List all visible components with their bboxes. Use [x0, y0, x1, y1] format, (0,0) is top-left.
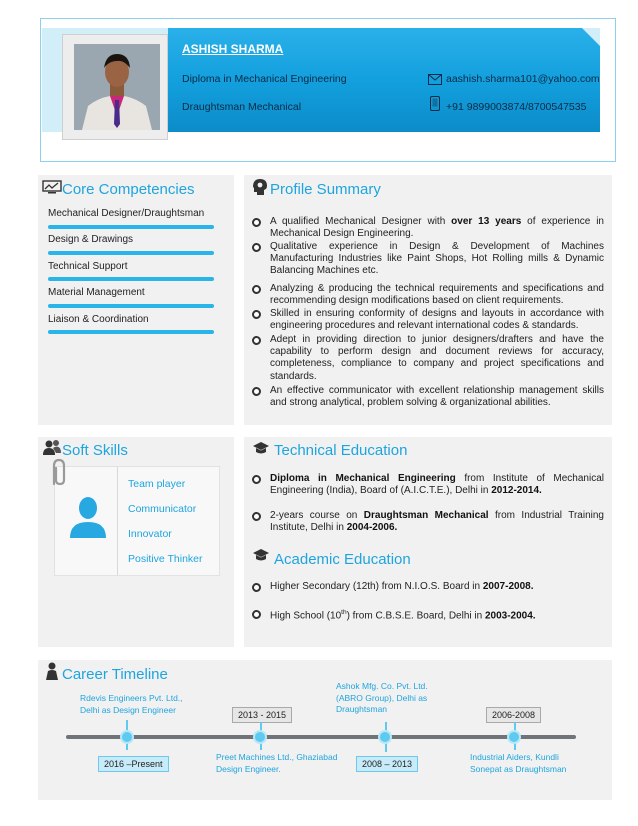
competency-item: Liaison & Coordination [48, 314, 149, 325]
bullet-icon [252, 475, 261, 484]
competency-item: Design & Drawings [48, 234, 134, 245]
bullet-icon [252, 218, 261, 227]
timeline-company: Rdevis Engineers Pvt. Ltd., Delhi as Design Engineer [80, 693, 183, 715]
soft-skills-title: Soft Skills [62, 442, 128, 459]
soft-skill-item: Team player [128, 478, 186, 490]
bullet-icon [252, 610, 261, 619]
qualification-text: Diploma in Mechanical Engineering [182, 73, 347, 85]
technical-education-item: Diploma in Mechanical Engineering from Institute of Mechanical Engineering (India), Board of (A.I.C.T.E.), Delhi in 2012-2014. [270, 473, 604, 497]
competency-bar [48, 304, 214, 308]
competency-bar [48, 277, 214, 281]
profile-item: Adept in providing direction to junior designers/drafters and have the capability to perform design and document reviews for accuracy, completeness, compliance to company and project specifications and standards. [270, 334, 604, 382]
graduation-cap-icon [252, 548, 270, 567]
profile-photo [74, 44, 160, 130]
timeline-dot [253, 730, 267, 744]
bullet-icon [252, 583, 261, 592]
timeline-dot [378, 730, 392, 744]
bullet-icon [252, 243, 261, 252]
profile-item: Qualitative experience in Design & Development of Machines Manufacturing Industries like Paint Shops, Hot Rolling mills & Dynamic Balancing Machines etc. [270, 241, 604, 277]
timeline-dot [507, 730, 521, 744]
bullet-icon [252, 512, 261, 521]
profile-item: A qualified Mechanical Designer with over 13 years of experience in Mechanical Design Engineering. [270, 216, 604, 240]
timeline-period: 2013 - 2015 [232, 707, 292, 723]
person-photo-illustration [74, 44, 160, 130]
competencies-icon [42, 180, 62, 199]
competency-bar [48, 225, 214, 229]
bullet-icon [252, 336, 261, 345]
competency-item: Technical Support [48, 261, 128, 272]
soft-skill-item: Communicator [128, 503, 197, 515]
academic-education-item: High School (10th) from C.B.S.E. Board, Delhi in 2003-2004. [270, 609, 536, 622]
card-divider [117, 467, 118, 575]
academic-education-title: Academic Education [274, 551, 411, 568]
timeline-dot [120, 730, 134, 744]
user-avatar-icon [70, 496, 106, 543]
timeline-company: Industrial Aiders, Kundli Sonepat as Draughtsman [470, 752, 567, 774]
candidate-name: ASHISH SHARMA [182, 42, 284, 56]
competency-bar [48, 330, 214, 334]
competency-item: Material Management [48, 287, 145, 298]
bullet-icon [252, 387, 261, 396]
timeline-company: Ashok Mfg. Co. Pvt. Ltd. (ABRO Group), Delhi as Draughtsman [336, 681, 428, 714]
paperclip-icon [48, 458, 70, 493]
core-competencies-title: Core Competencies [62, 181, 195, 198]
bullet-icon [252, 310, 261, 319]
role-text: Draughtsman Mechanical [182, 101, 302, 113]
career-timeline-title: Career Timeline [62, 666, 168, 683]
phone-icon [430, 96, 440, 116]
phone-text: +91 9899003874/8700547535 [446, 101, 587, 113]
profile-item: Skilled in ensuring conformity of designs and layouts in accordance with engineering procedures and relevant international codes & standards. [270, 308, 604, 332]
people-icon [42, 439, 62, 460]
timeline-period: 2006-2008 [486, 707, 541, 723]
technical-education-title: Technical Education [274, 442, 408, 459]
timeline-period: 2008 – 2013 [356, 756, 418, 772]
graduation-cap-icon [252, 441, 270, 460]
bullet-icon [252, 285, 261, 294]
profile-item: Analyzing & producing the technical requirements and specifications and recommending design modifications based on client requirements. [270, 283, 604, 307]
email-link[interactable]: aashish.sharma101@yahoo.com [446, 73, 600, 85]
profile-item: An effective communicator with excellent relationship management skills and strong analytical, problem solving & organizational abilities. [270, 385, 604, 409]
head-gear-icon [252, 178, 268, 201]
mail-icon [428, 72, 442, 90]
soft-skill-item: Innovator [128, 528, 172, 540]
timeline-company: Preet Machines Ltd., Ghaziabad Design Engineer. [216, 752, 338, 774]
timeline-period: 2016 –Present [98, 756, 169, 772]
soft-skill-item: Positive Thinker [128, 553, 203, 565]
competency-bar [48, 251, 214, 255]
timeline-axis [66, 735, 576, 739]
academic-education-item: Higher Secondary (12th) from N.I.O.S. Board in 2007-2008. [270, 581, 534, 592]
technical-education-item: 2-years course on Draughtsman Mechanical from Industrial Training Institute, Delhi in 2004-2006. [270, 510, 604, 534]
profile-summary-title: Profile Summary [270, 181, 381, 198]
competency-item: Mechanical Designer/Draughtsman [48, 208, 205, 219]
person-icon [44, 662, 60, 685]
